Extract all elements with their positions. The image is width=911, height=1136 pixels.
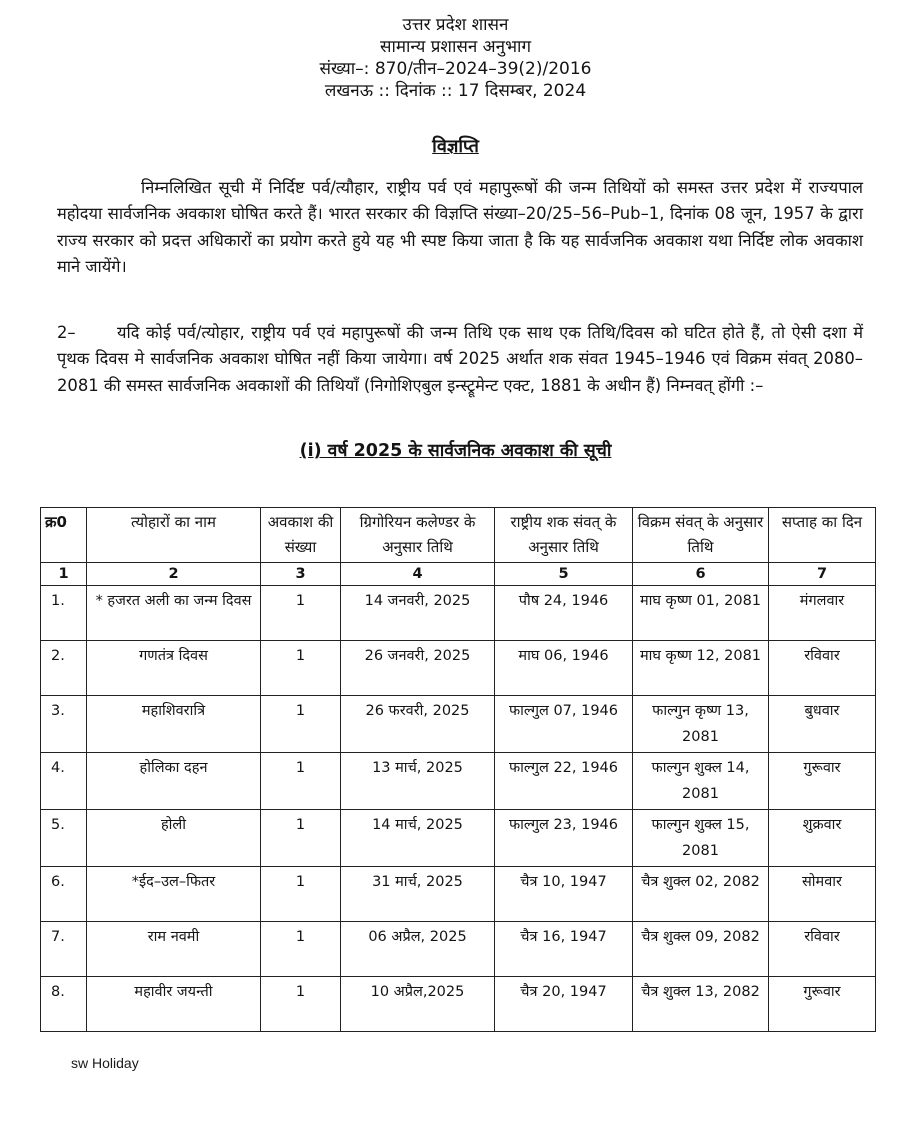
- festival-name-cell: *ईद–उल–फितर: [87, 867, 261, 922]
- government-name: उत्तर प्रदेश शासन: [402, 15, 509, 35]
- serial-cell: 8.: [41, 977, 87, 1032]
- weekday-cell: गुरूवार: [769, 977, 876, 1032]
- gregorian-date-cell: 31 मार्च, 2025: [341, 867, 495, 922]
- column-number: 2: [87, 563, 261, 586]
- gregorian-date-cell: 26 जनवरी, 2025: [341, 641, 495, 696]
- festival-name-cell: महाशिवरात्रि: [87, 696, 261, 753]
- festival-name-cell: महावीर जयन्ती: [87, 977, 261, 1032]
- column-number: 4: [341, 563, 495, 586]
- holiday-count-cell: 1: [261, 810, 341, 867]
- weekday-cell: सोमवार: [769, 867, 876, 922]
- table-header-row: [41, 508, 876, 563]
- holiday-count-cell: 1: [261, 867, 341, 922]
- vikram-date-cell: माघ कृष्ण 12, 2081: [633, 641, 769, 696]
- vikram-date-cell: चैत्र शुक्ल 02, 2082: [633, 867, 769, 922]
- place-and-date: लखनऊ :: दिनांक :: 17 दिसम्बर, 2024: [324, 81, 587, 101]
- column-number: 5: [495, 563, 633, 586]
- vikram-date-cell: फाल्गुन शुक्ल 14, 2081: [633, 753, 769, 810]
- shaka-date-cell: चैत्र 10, 1947: [495, 867, 633, 922]
- shaka-date-cell: फाल्गुल 22, 1946: [495, 753, 633, 810]
- letterhead: [0, 14, 911, 102]
- shaka-date-cell: फाल्गुल 23, 1946: [495, 810, 633, 867]
- gregorian-date-cell: 06 अप्रैल, 2025: [341, 922, 495, 977]
- table-row: [41, 810, 876, 867]
- paragraph-1: निम्नलिखित सूची में निर्दिष्ट पर्व/त्यौहार, राष्ट्रीय पर्व एवं महापुरूषों की जन्म तिथियों को समस्त उत्तर प्रदेश में राज्यपाल महोदया सार्वजनिक अवकाश घोषित करते हैं। भारत सरकार की विज्ञप्ति संख्या–20/25–56–Pub–1, दिनांक 08 जून, 1957 के द्वारा राज्य सरकार को प्रदत्त अधिकारों का प्रयोग करते हुये यह भी स्पष्ट किया जाता है कि यह सार्वजनिक अवकाश यथा निर्दिष्ट लोक अवकाश माने जायेंगे।: [57, 178, 863, 277]
- holiday-count-cell: 1: [261, 641, 341, 696]
- column-number: 7: [769, 563, 876, 586]
- header-vikram-date: विक्रम संवत् के अनुसार तिथि: [633, 508, 769, 563]
- table-row: [41, 867, 876, 922]
- serial-cell: 3.: [41, 696, 87, 753]
- vikram-date-cell: चैत्र शुक्ल 13, 2082: [633, 977, 769, 1032]
- vikram-date-cell: चैत्र शुक्ल 09, 2082: [633, 922, 769, 977]
- gregorian-date-cell: 10 अप्रैल,2025: [341, 977, 495, 1032]
- table-row: [41, 753, 876, 810]
- weekday-cell: रविवार: [769, 641, 876, 696]
- gregorian-date-cell: 13 मार्च, 2025: [341, 753, 495, 810]
- festival-name-cell: होलिका दहन: [87, 753, 261, 810]
- weekday-cell: शुक्रवार: [769, 810, 876, 867]
- festival-name-cell: * हजरत अली का जन्म दिवस: [87, 586, 261, 641]
- vikram-date-cell: माघ कृष्ण 01, 2081: [633, 586, 769, 641]
- header-holiday-count: अवकाश की संख्या: [261, 508, 341, 563]
- table-row: [41, 641, 876, 696]
- serial-cell: 5.: [41, 810, 87, 867]
- column-number-row: [41, 563, 876, 586]
- header-festival-name: त्योहारों का नाम: [87, 508, 261, 563]
- table-row: [41, 696, 876, 753]
- holiday-count-cell: 1: [261, 922, 341, 977]
- festival-name-cell: गणतंत्र दिवस: [87, 641, 261, 696]
- notification-title: विज्ञप्ति: [432, 136, 479, 157]
- column-number: 3: [261, 563, 341, 586]
- serial-cell: 4.: [41, 753, 87, 810]
- table-row: [41, 977, 876, 1032]
- gregorian-date-cell: 26 फरवरी, 2025: [341, 696, 495, 753]
- vikram-date-cell: फाल्गुन शुक्ल 15, 2081: [633, 810, 769, 867]
- festival-name-cell: राम नवमी: [87, 922, 261, 977]
- footer-label: sw Holiday: [71, 1055, 139, 1071]
- table-row: [41, 586, 876, 641]
- reference-number: संख्या–: 870/तीन–2024–39(2)/2016: [319, 59, 592, 79]
- shaka-date-cell: चैत्र 16, 1947: [495, 922, 633, 977]
- serial-cell: 6.: [41, 867, 87, 922]
- shaka-date-cell: माघ 06, 1946: [495, 641, 633, 696]
- table-row: [41, 922, 876, 977]
- column-number: 1: [41, 563, 87, 586]
- paragraph-2: [57, 320, 863, 399]
- holiday-table: [40, 507, 876, 1032]
- holiday-count-cell: 1: [261, 753, 341, 810]
- paragraph-number: 2–: [57, 323, 76, 342]
- header-shaka-date: राष्ट्रीय शक संवत् के अनुसार तिथि: [495, 508, 633, 563]
- shaka-date-cell: फाल्गुल 07, 1946: [495, 696, 633, 753]
- serial-cell: 2.: [41, 641, 87, 696]
- holiday-count-cell: 1: [261, 696, 341, 753]
- holiday-list-title: (i) वर्ष 2025 के सार्वजनिक अवकाश की सूची: [299, 441, 612, 461]
- shaka-date-cell: चैत्र 20, 1947: [495, 977, 633, 1032]
- header-serial: क्र0: [41, 508, 87, 563]
- paragraph-2-text: यदि कोई पर्व/त्योहार, राष्ट्रीय पर्व एवं महापुरूषों की जन्म तिथि एक साथ एक तिथि/दिवस को घटित होते हैं, तो ऐसी दशा में पृथक दिवस मे सार्वजनिक अवकाश घोषित नहीं किया जायेगा। वर्ष 2025 अर्थात शक संवत 1945–1946 एवं विक्रम संवत् 2080–2081 की समस्त सार्वजनिक अवकाशों की तिथियाँ (निगोशिएबुल इन्स्ट्रूमेन्ट एक्ट, 1881 के अधीन हैं) निम्नवत् होंगी :–: [57, 323, 863, 395]
- holiday-count-cell: 1: [261, 586, 341, 641]
- header-gregorian-date: ग्रिगोरियन कलेण्डर के अनुसार तिथि: [341, 508, 495, 563]
- column-number: 6: [633, 563, 769, 586]
- holiday-count-cell: 1: [261, 977, 341, 1032]
- serial-cell: 1.: [41, 586, 87, 641]
- gregorian-date-cell: 14 मार्च, 2025: [341, 810, 495, 867]
- festival-name-cell: होली: [87, 810, 261, 867]
- header-weekday: सप्ताह का दिन: [769, 508, 876, 563]
- weekday-cell: बुधवार: [769, 696, 876, 753]
- vikram-date-cell: फाल्गुन कृष्ण 13, 2081: [633, 696, 769, 753]
- department-name: सामान्य प्रशासन अनुभाग: [379, 37, 532, 57]
- serial-cell: 7.: [41, 922, 87, 977]
- gregorian-date-cell: 14 जनवरी, 2025: [341, 586, 495, 641]
- weekday-cell: गुरूवार: [769, 753, 876, 810]
- shaka-date-cell: पौष 24, 1946: [495, 586, 633, 641]
- weekday-cell: मंगलवार: [769, 586, 876, 641]
- weekday-cell: रविवार: [769, 922, 876, 977]
